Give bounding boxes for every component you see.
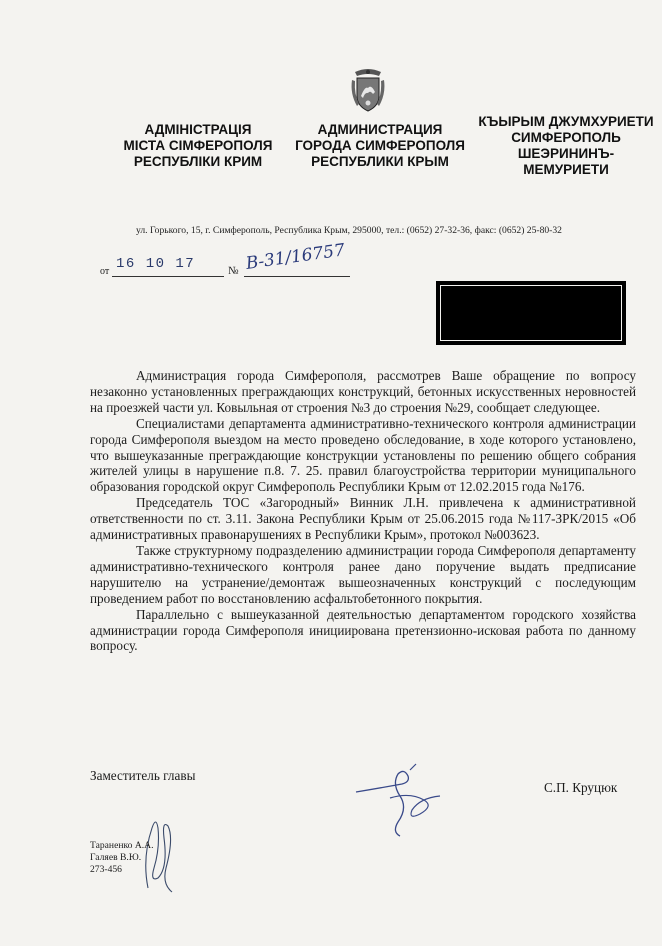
handwritten-signature-icon [350, 762, 460, 842]
header-crimean-tatar-line-4: МЕМУРИЕТИ [523, 162, 609, 177]
registration-line [100, 240, 400, 288]
letterhead-address: ул. Горького, 15, г. Симферополь, Республика Крым, 295000, тел.: (0652) 27-32-36, факс: (0652) 25-80-32 [136, 225, 562, 236]
header-russian [290, 122, 470, 170]
body-paragraph-3: Председатель ТОС «Загородный» Винник Л.Н. привлечена к административной ответственности по ст. 3.11. Закона Республики Крым от 25.06.2015 года №117-ЗРК/2015 «Об административных правонарушениях в Республики Крым», протокол №003623. [90, 495, 636, 543]
header-ukrainian-line-3: РЕСПУБЛІКИ КРИМ [133, 154, 263, 169]
header-ukrainian [108, 122, 288, 170]
body-paragraph-1: Администрация города Симферополя, рассмотрев Ваше обращение по вопросу незаконно установленных преграждающих конструкций, бетонных искусственных неровностей на проезжей части ул. Ковыльная от строения №3 до строения №29, сообщает следующее. [90, 368, 636, 415]
letter-body [90, 368, 636, 654]
header-crimean-tatar [476, 114, 656, 178]
date-label: от [100, 266, 110, 277]
executor-1: Тараненко А.А. [90, 840, 154, 851]
date-stamp: 16 10 17 [116, 256, 196, 272]
body-paragraph-4: Также структурному подразделению администрации города Симферополя департаменту административно-технического контроля ранее дано поручение выдать предписание нарушителю на устранение/демонтаж вышеозначенных конструкций с последующим проведением работ по восстановлению асфальтобетонного покрытия. [90, 542, 636, 606]
date-underline [112, 276, 224, 277]
body-paragraph-2: Специалистами департамента административно-технического контроля администрации города Симферополя выездом на место проведено обследование, в ходе которого установлено, что вышеуказанные преграждающие конструкции установлены по решению общего собрания жителей улицы в нарушение п.8. 7. 25. правил благоустройства территории муниципального образования городской округ Симферополь Республики Крым от 12.02.2015 года №176. [90, 415, 636, 495]
signatory-name: С.П. Круцюк [544, 780, 618, 795]
executor-2: Галяев В.Ю. [90, 852, 142, 863]
signatory-position: Заместитель главы [90, 768, 196, 783]
executors-block [90, 840, 153, 876]
header-russian-line-3: РЕСПУБЛИКИ КРЫМ [311, 154, 449, 169]
number-label: № [228, 265, 239, 277]
header-ukrainian-line-1: АДМІНІСТРАЦІЯ [144, 122, 252, 137]
executor-phone: 273-456 [90, 864, 122, 875]
header-ukrainian-line-2: МІСТА СІМФЕРОПОЛЯ [123, 138, 273, 153]
redacted-addressee-box [436, 281, 626, 345]
header-crimean-tatar-line-1: КЪЫРЫМ ДЖУМХУРИЕТИ [478, 114, 654, 129]
body-paragraph-5: Параллельно с вышеуказанной деятельностью департаментом городского хозяйства администрации города Симферополя инициирована претензионно-исковая работа по данному вопросу. [90, 606, 636, 654]
header-crimean-tatar-line-2: СИМФЕРОПОЛЬ [511, 130, 621, 145]
number-underline [244, 276, 350, 277]
header-crimean-tatar-line-3: ШЕЭРИНИНЪ- [517, 146, 615, 161]
crimea-coat-of-arms-icon [349, 66, 387, 114]
outgoing-number: В-31/16757 [244, 240, 347, 274]
header-russian-line-2: ГОРОДА СИМФЕРОПОЛЯ [295, 138, 465, 153]
header-russian-line-1: АДМИНИСТРАЦИЯ [317, 122, 443, 137]
